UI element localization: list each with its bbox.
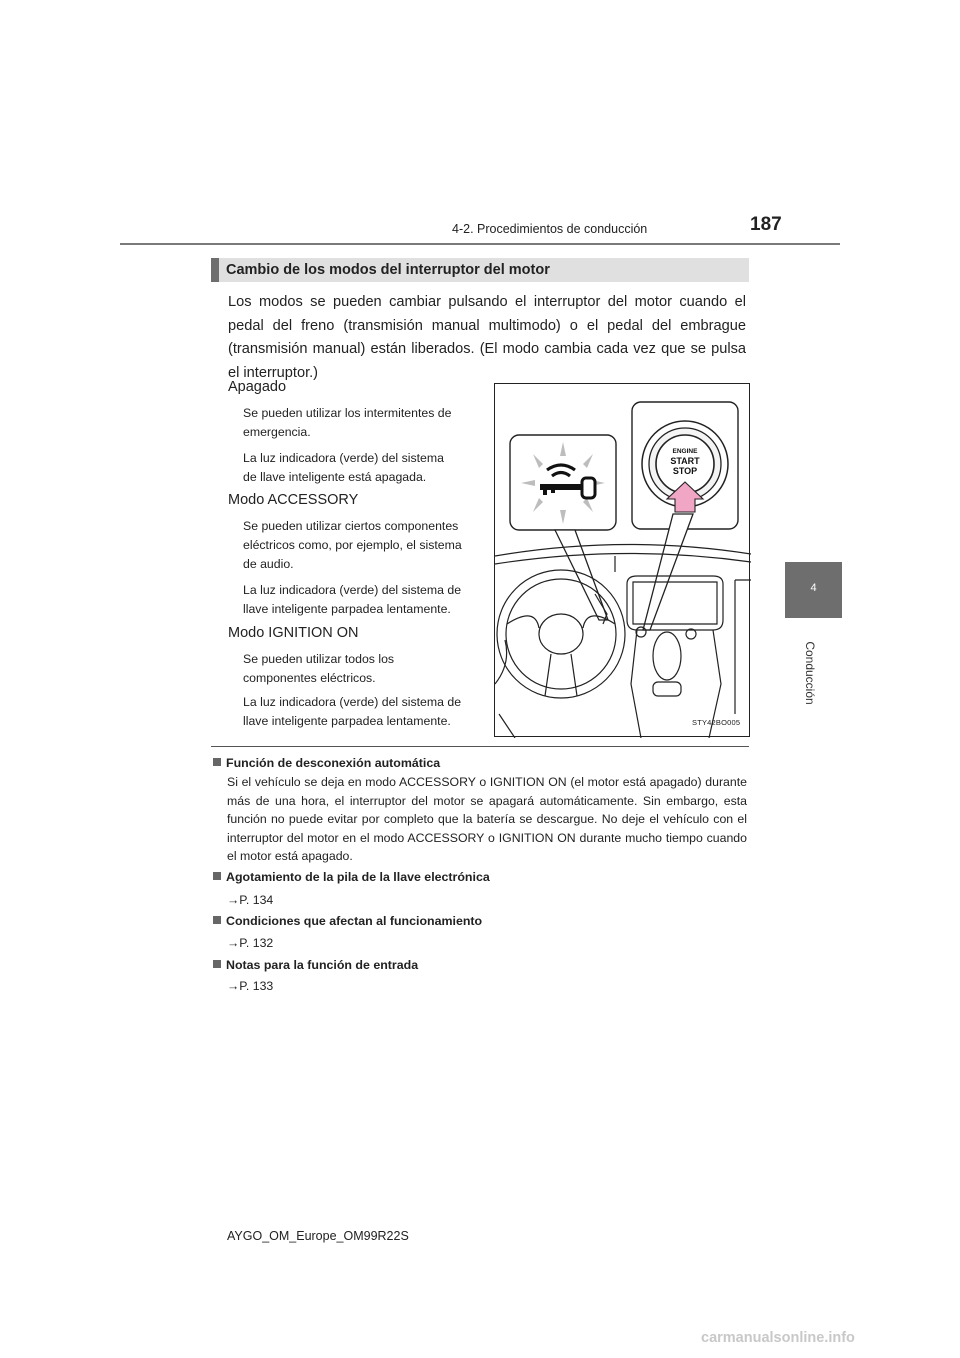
mode-accessory-text-1	[243, 517, 479, 574]
note-ref-entry: →P. 133	[227, 979, 274, 993]
text-line: componentes eléctricos.	[243, 671, 376, 685]
chapter-number: 4	[810, 582, 817, 594]
watermark: carmanualsonline.info	[701, 1330, 855, 1346]
section-divider	[211, 746, 749, 747]
mode-off-text-1	[243, 404, 479, 442]
mode-title-off: Apagado	[228, 379, 287, 395]
text-line: Se pueden utilizar todos los	[243, 652, 395, 666]
text-line: La luz indicadora (verde) del sistema de	[243, 695, 462, 709]
figure-code: STY42BO005	[692, 718, 741, 727]
intro-paragraph: Los modos se pueden cambiar pulsando el interruptor del motor cuando el pedal del freno (transmisión manual multimodo) o el pedal del embrague (transmisión manual) están liberados. (El modo cambia cada vez que se pulsa el interruptor.)	[228, 294, 746, 381]
header-section-title: 4-2. Procedimientos de conducción	[452, 222, 648, 236]
mode-title-accessory: Modo ACCESSORY	[228, 492, 359, 508]
text-line: emergencia.	[243, 425, 311, 439]
text-line: de llave inteligente está apagada.	[243, 470, 427, 484]
note-title-text: Notas para la función de entrada	[226, 958, 419, 972]
note-ref-conditions: →P. 132	[227, 936, 274, 950]
text-line: de audio.	[243, 557, 294, 571]
note-title-entry	[213, 958, 418, 972]
dashboard-outline	[495, 544, 751, 738]
callout-pointer-right	[643, 514, 693, 630]
mode-ignition-text-2	[243, 693, 479, 731]
note-title-battery	[213, 870, 490, 884]
note-title-text: Condiciones que afectan al funcionamiento	[226, 914, 483, 928]
footer-document-id: AYGO_OM_Europe_OM99R22S	[227, 1229, 409, 1243]
mode-title-ignition: Modo IGNITION ON	[228, 625, 359, 641]
bullet-square-icon	[213, 960, 221, 968]
text-line: La luz indicadora (verde) del sistema de	[243, 583, 462, 597]
text-line: Se pueden utilizar los intermitentes de	[243, 406, 452, 420]
bullet-square-icon	[213, 916, 221, 924]
text-line: llave inteligente parpadea lentamente.	[243, 714, 451, 728]
dashboard-illustration	[495, 384, 751, 738]
note-body-auto-off: Si el vehículo se deja en modo ACCESSORY o IGNITION ON (el motor está apagado) durante más de una hora, el interruptor del motor se apagará automáticamente. Sin embargo, esta función no puede evitar por completo que la batería se descargue. No deje el vehículo con el interruptor del motor en el modo ACCESSORY o IGNITION ON durante mucho tiempo cuando el motor está apagado.	[227, 775, 747, 863]
mode-ignition-text-1	[243, 650, 479, 688]
note-title-conditions	[213, 914, 482, 928]
bullet-square-icon	[213, 758, 221, 766]
section-heading-title: Cambio de los modos del interruptor del motor	[226, 262, 550, 278]
text-line: Se pueden utilizar ciertos componentes	[243, 519, 459, 533]
mode-off-text-2	[243, 449, 479, 487]
note-title-auto-off	[213, 756, 440, 770]
button-label-engine: ENGINE	[672, 448, 698, 455]
header-divider	[120, 243, 840, 245]
page-number: 187	[750, 214, 782, 235]
note-title-text: Función de desconexión automática	[226, 756, 441, 770]
button-label-stop: STOP	[672, 466, 698, 476]
note-ref-battery: →P. 134	[227, 893, 274, 907]
chapter-label-text: Conducción	[803, 641, 817, 705]
button-label-start: START	[670, 456, 700, 466]
text-line: llave inteligente parpadea lentamente.	[243, 602, 451, 616]
section-heading	[211, 258, 749, 282]
note-title-text: Agotamiento de la pila de la llave electrónica	[226, 870, 490, 884]
engine-switch-figure	[494, 383, 750, 737]
text-line: La luz indicadora (verde) del sistema	[243, 451, 444, 465]
chapter-tab	[785, 562, 842, 618]
text-line: eléctricos como, por ejemplo, el sistema	[243, 538, 462, 552]
mode-accessory-text-2	[243, 581, 479, 619]
chapter-label	[800, 628, 820, 718]
section-heading-accent	[211, 258, 219, 282]
callout-pointer-left	[555, 530, 608, 620]
bullet-square-icon	[213, 872, 221, 880]
